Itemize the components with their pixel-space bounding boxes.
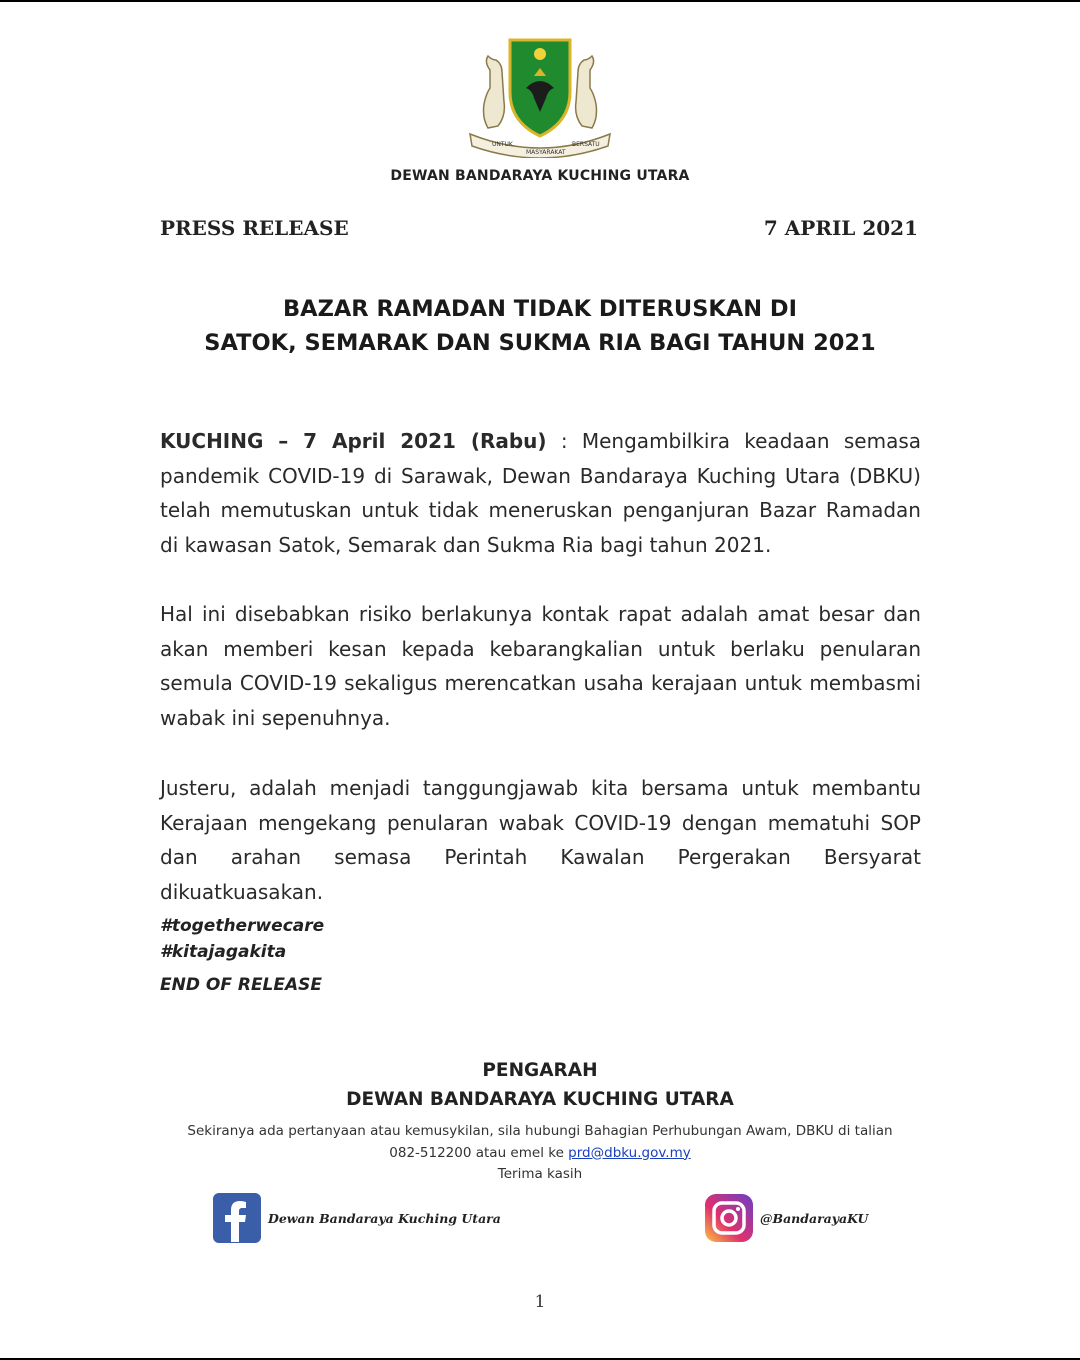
body-paragraph-2: Hal ini disebabkan risiko berlakunya kontak rapat adalah amat besar dan akan memberi kesan kepada kebarangkalian untuk berlaku penularan semula COVID-19 sekaligus merencatkan usaha kerajaan untuk membasmi wabak ini sepenuhnya. [160,602,921,730]
facebook-label: Dewan Bandaraya Kuching Utara [268,1210,501,1226]
press-release-title [0,292,1080,360]
instagram-icon [704,1193,754,1243]
end-of-release: END OF RELEASE [160,975,323,995]
thanks-text: Terima kasih [497,1166,583,1182]
release-date: 7 APRIL 2021 [763,216,918,240]
instagram-link[interactable] [704,1192,868,1244]
release-row [160,216,918,240]
organization-header: DEWAN BANDARAYA KUCHING UTARA [390,168,690,184]
motto-center: MASYARAKAT [526,149,566,156]
contact-info [0,1121,1080,1186]
title-line-1: BAZAR RAMADAN TIDAK DITERUSKAN DI [283,296,797,322]
hashtags [160,913,324,965]
hashtag: #kitajagakita [160,942,287,962]
signatory-organization: DEWAN BANDARAYA KUCHING UTARA [346,1089,734,1110]
motto-right: BERSATU [572,141,600,148]
contact-line: Sekiranya ada pertanyaan atau kemusykilan, sila hubungi Bahagian Perhubungan Awam, DBKU di talian [187,1123,893,1139]
doc-type-label: PRESS RELEASE [160,216,349,240]
paragraph-1-text: : Mengambilkira keadaan semasa pandemik COVID-19 di Sarawak, Dewan Bandaraya Kuching Utara (DBKU) telah memutuskan untuk tidak meneruskan penganjuran Bazar Ramadan di kawasan Satok, Semarak dan Sukma Ria bagi tahun 2021. [160,429,921,557]
phone-line: 082-512200 atau emel ke [389,1144,569,1161]
body-paragraph-3: Justeru, adalah menjadi tanggungjawab kita bersama untuk membantu Kerajaan mengekang penularan wabak COVID-19 dengan mematuhi SOP dan arahan semasa Perintah Kawalan Pergerakan Bersyarat dikuatkuasakan. [160,776,921,904]
email-link[interactable]: prd@dbku.gov.my [568,1144,691,1161]
hashtag: #togetherwecare [160,916,325,936]
title-line-2: SATOK, SEMARAK DAN SUKMA RIA BAGI TAHUN 2021 [204,330,876,356]
page-number: 1 [534,1292,546,1312]
instagram-label: @BandarayaKU [760,1210,869,1226]
dateline: KUCHING – 7 April 2021 (Rabu) [160,429,547,453]
signatory-title: PENGARAH [482,1060,598,1081]
body-paragraph-1 [160,424,921,562]
dbku-crest-logo [460,30,620,158]
signatory-block [0,1056,1080,1114]
motto-left: UNTUK [492,141,513,148]
facebook-icon [212,1192,262,1244]
facebook-link[interactable] [212,1192,501,1244]
press-release-page [0,2,1080,1358]
